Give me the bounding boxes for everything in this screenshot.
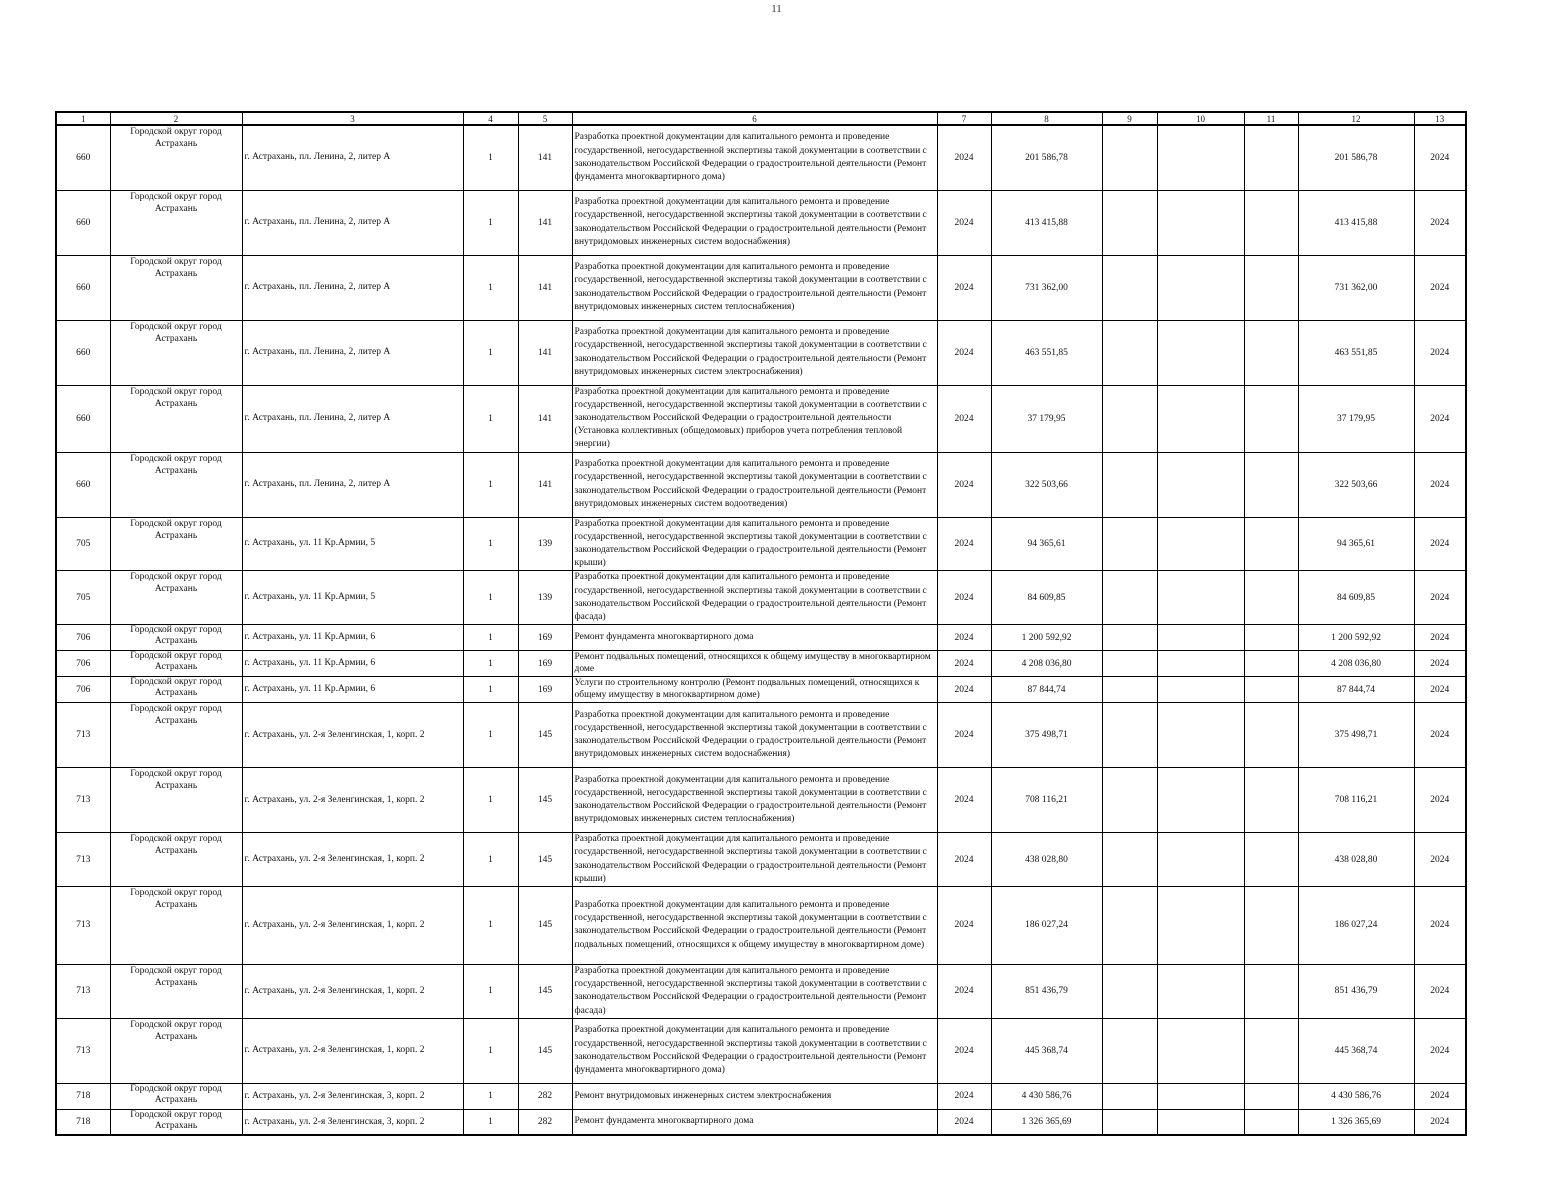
row-id: 713	[56, 703, 110, 768]
work-description-cell: Разработка проектной документации для капитального ремонта и проведение государственной, негосударственной экспертизы такой документации в соответствии с законодательством Российской Федерации о градостроительной деятельности (Ремонт фасада)	[572, 964, 937, 1018]
column-9-cell	[1102, 452, 1157, 517]
column-10-cell	[1157, 768, 1244, 833]
table-row	[56, 571, 1466, 625]
column-4-cell: 1	[463, 125, 518, 190]
column-header: 6	[572, 112, 937, 125]
total-cell: 84 609,85	[1298, 571, 1414, 625]
column-header: 8	[991, 112, 1102, 125]
column-9-cell	[1102, 651, 1157, 677]
completion-year-cell: 2024	[1414, 571, 1466, 625]
year-cell: 2024	[937, 833, 991, 887]
work-description-cell: Разработка проектной документации для капитального ремонта и проведение государственной, негосударственной экспертизы такой документации в соответствии с законодательством Российской Федерации о градостроительной деятельности (Ремонт фундамента многоквартирного дома)	[572, 125, 937, 190]
amount-cell: 1 200 592,92	[991, 625, 1102, 651]
total-cell: 94 365,61	[1298, 517, 1414, 571]
column-10-cell	[1157, 833, 1244, 887]
column-4-cell: 1	[463, 651, 518, 677]
table-row	[56, 964, 1466, 1018]
total-cell: 375 498,71	[1298, 703, 1414, 768]
row-id: 713	[56, 768, 110, 833]
column-header: 2	[110, 112, 242, 125]
column-11-cell	[1244, 768, 1298, 833]
column-10-cell	[1157, 320, 1244, 385]
row-id: 713	[56, 833, 110, 887]
column-11-cell	[1244, 677, 1298, 703]
work-description-cell: Ремонт подвальных помещений, относящихся к общему имуществу в многоквартирном доме	[572, 651, 937, 677]
column-header: 11	[1244, 112, 1298, 125]
year-cell: 2024	[937, 964, 991, 1018]
column-9-cell	[1102, 255, 1157, 320]
work-description-cell: Разработка проектной документации для капитального ремонта и проведение государственной, негосударственной экспертизы такой документации в соответствии с законодательством Российской Федерации о градостроительной деятельности (Ремонт внутридомовых инженерных систем водоснабжения)	[572, 703, 937, 768]
address-cell: г. Астрахань, ул. 2-я Зеленгинская, 1, корп. 2	[242, 964, 463, 1018]
amount-cell: 708 116,21	[991, 768, 1102, 833]
year-cell: 2024	[937, 385, 991, 452]
year-cell: 2024	[937, 452, 991, 517]
registry-table	[55, 111, 1467, 1136]
total-cell: 438 028,80	[1298, 833, 1414, 887]
amount-cell: 201 586,78	[991, 125, 1102, 190]
column-4-cell: 1	[463, 1018, 518, 1083]
total-cell: 37 179,95	[1298, 385, 1414, 452]
table-row	[56, 625, 1466, 651]
column-4-cell: 1	[463, 517, 518, 571]
column-10-cell	[1157, 1109, 1244, 1135]
amount-cell: 851 436,79	[991, 964, 1102, 1018]
address-cell: г. Астрахань, ул. 2-я Зеленгинская, 1, корп. 2	[242, 703, 463, 768]
column-5-cell: 141	[518, 255, 572, 320]
column-header: 7	[937, 112, 991, 125]
total-cell: 731 362,00	[1298, 255, 1414, 320]
column-9-cell	[1102, 703, 1157, 768]
municipality-cell: Городской округ город Астрахань	[110, 571, 242, 625]
column-4-cell: 1	[463, 385, 518, 452]
column-11-cell	[1244, 125, 1298, 190]
amount-cell: 438 028,80	[991, 833, 1102, 887]
total-cell: 87 844,74	[1298, 677, 1414, 703]
column-9-cell	[1102, 1018, 1157, 1083]
column-5-cell: 145	[518, 703, 572, 768]
address-cell: г. Астрахань, ул. 11 Кр.Армии, 5	[242, 517, 463, 571]
column-5-cell: 145	[518, 833, 572, 887]
column-5-cell: 141	[518, 452, 572, 517]
column-9-cell	[1102, 677, 1157, 703]
column-11-cell	[1244, 452, 1298, 517]
year-cell: 2024	[937, 886, 991, 964]
column-10-cell	[1157, 1083, 1244, 1109]
row-id: 706	[56, 677, 110, 703]
address-cell: г. Астрахань, ул. 2-я Зеленгинская, 1, корп. 2	[242, 886, 463, 964]
amount-cell: 445 368,74	[991, 1018, 1102, 1083]
completion-year-cell: 2024	[1414, 1109, 1466, 1135]
year-cell: 2024	[937, 1083, 991, 1109]
address-cell: г. Астрахань, пл. Ленина, 2, литер А	[242, 190, 463, 255]
column-9-cell	[1102, 625, 1157, 651]
completion-year-cell: 2024	[1414, 190, 1466, 255]
work-description-cell: Разработка проектной документации для капитального ремонта и проведение государственной, негосударственной экспертизы такой документации в соответствии с законодательством Российской Федерации о градостроительной деятельности (Ремонт крыши)	[572, 833, 937, 887]
column-10-cell	[1157, 517, 1244, 571]
column-10-cell	[1157, 677, 1244, 703]
row-id: 706	[56, 651, 110, 677]
year-cell: 2024	[937, 677, 991, 703]
column-11-cell	[1244, 1083, 1298, 1109]
column-9-cell	[1102, 886, 1157, 964]
column-10-cell	[1157, 385, 1244, 452]
work-description-cell: Разработка проектной документации для капитального ремонта и проведение государственной, негосударственной экспертизы такой документации в соответствии с законодательством Российской Федерации о градостроительной деятельности (Ремонт внутридомовых инженерных систем водоснабжения)	[572, 190, 937, 255]
column-5-cell: 169	[518, 677, 572, 703]
column-4-cell: 1	[463, 677, 518, 703]
row-id: 706	[56, 625, 110, 651]
year-cell: 2024	[937, 1109, 991, 1135]
address-cell: г. Астрахань, пл. Ленина, 2, литер А	[242, 125, 463, 190]
work-description-cell: Разработка проектной документации для капитального ремонта и проведение государственной, негосударственной экспертизы такой документации в соответствии с законодательством Российской Федерации о градостроительной деятельности (Ремонт подвальных помещений, относящихся к общему имуществу в многоквартирном доме)	[572, 886, 937, 964]
municipality-cell: Городской округ город Астрахань	[110, 190, 242, 255]
table-row	[56, 651, 1466, 677]
column-10-cell	[1157, 571, 1244, 625]
column-11-cell	[1244, 1109, 1298, 1135]
work-description-cell: Услуги по строительному контролю (Ремонт подвальных помещений, относящихся к общему имуществу в многоквартирном доме)	[572, 677, 937, 703]
column-header: 1	[56, 112, 110, 125]
column-11-cell	[1244, 320, 1298, 385]
column-9-cell	[1102, 571, 1157, 625]
completion-year-cell: 2024	[1414, 452, 1466, 517]
column-10-cell	[1157, 452, 1244, 517]
amount-cell: 84 609,85	[991, 571, 1102, 625]
column-9-cell	[1102, 1109, 1157, 1135]
column-9-cell	[1102, 517, 1157, 571]
column-5-cell: 141	[518, 385, 572, 452]
amount-cell: 731 362,00	[991, 255, 1102, 320]
amount-cell: 375 498,71	[991, 703, 1102, 768]
address-cell: г. Астрахань, ул. 2-я Зеленгинская, 1, корп. 2	[242, 1018, 463, 1083]
amount-cell: 87 844,74	[991, 677, 1102, 703]
row-id: 660	[56, 255, 110, 320]
column-11-cell	[1244, 1018, 1298, 1083]
address-cell: г. Астрахань, ул. 2-я Зеленгинская, 1, корп. 2	[242, 833, 463, 887]
table-row	[56, 385, 1466, 452]
column-5-cell: 141	[518, 125, 572, 190]
address-cell: г. Астрахань, ул. 2-я Зеленгинская, 3, корп. 2	[242, 1109, 463, 1135]
total-cell: 413 415,88	[1298, 190, 1414, 255]
completion-year-cell: 2024	[1414, 385, 1466, 452]
municipality-cell: Городской округ город Астрахань	[110, 703, 242, 768]
column-header: 3	[242, 112, 463, 125]
column-9-cell	[1102, 190, 1157, 255]
year-cell: 2024	[937, 190, 991, 255]
column-4-cell: 1	[463, 886, 518, 964]
table-row	[56, 886, 1466, 964]
work-description-cell: Разработка проектной документации для капитального ремонта и проведение государственной, негосударственной экспертизы такой документации в соответствии с законодательством Российской Федерации о градостроительной деятельности (Ремонт внутридомовых инженерных систем водоотведения)	[572, 452, 937, 517]
column-10-cell	[1157, 190, 1244, 255]
column-4-cell: 1	[463, 320, 518, 385]
total-cell: 322 503,66	[1298, 452, 1414, 517]
completion-year-cell: 2024	[1414, 517, 1466, 571]
completion-year-cell: 2024	[1414, 125, 1466, 190]
total-cell: 851 436,79	[1298, 964, 1414, 1018]
completion-year-cell: 2024	[1414, 677, 1466, 703]
year-cell: 2024	[937, 768, 991, 833]
column-header: 12	[1298, 112, 1414, 125]
page-number: 11	[771, 3, 782, 15]
column-4-cell: 1	[463, 1109, 518, 1135]
column-4-cell: 1	[463, 964, 518, 1018]
completion-year-cell: 2024	[1414, 625, 1466, 651]
table-row	[56, 1109, 1466, 1135]
column-4-cell: 1	[463, 452, 518, 517]
completion-year-cell: 2024	[1414, 651, 1466, 677]
amount-cell: 463 551,85	[991, 320, 1102, 385]
column-9-cell	[1102, 964, 1157, 1018]
amount-cell: 322 503,66	[991, 452, 1102, 517]
work-description-cell: Разработка проектной документации для капитального ремонта и проведение государственной, негосударственной экспертизы такой документации в соответствии с законодательством Российской Федерации о градостроительной деятельности (Установка коллективных (общедомовых) приборов учета потребления тепловой энергии)	[572, 385, 937, 452]
table-row	[56, 255, 1466, 320]
total-cell: 708 116,21	[1298, 768, 1414, 833]
column-10-cell	[1157, 651, 1244, 677]
table-row	[56, 703, 1466, 768]
table-row	[56, 125, 1466, 190]
column-header: 4	[463, 112, 518, 125]
total-cell: 463 551,85	[1298, 320, 1414, 385]
address-cell: г. Астрахань, ул. 11 Кр.Армии, 6	[242, 625, 463, 651]
address-cell: г. Астрахань, ул. 2-я Зеленгинская, 1, корп. 2	[242, 768, 463, 833]
work-description-cell: Разработка проектной документации для капитального ремонта и проведение государственной, негосударственной экспертизы такой документации в соответствии с законодательством Российской Федерации о градостроительной деятельности (Ремонт внутридомовых инженерных систем теплоснабжения)	[572, 255, 937, 320]
column-4-cell: 1	[463, 768, 518, 833]
column-11-cell	[1244, 886, 1298, 964]
column-11-cell	[1244, 651, 1298, 677]
work-description-cell: Разработка проектной документации для капитального ремонта и проведение государственной, негосударственной экспертизы такой документации в соответствии с законодательством Российской Федерации о градостроительной деятельности (Ремонт внутридомовых инженерных систем теплоснабжения)	[572, 768, 937, 833]
amount-cell: 37 179,95	[991, 385, 1102, 452]
municipality-cell: Городской округ город Астрахань	[110, 964, 242, 1018]
row-id: 660	[56, 452, 110, 517]
column-11-cell	[1244, 703, 1298, 768]
column-11-cell	[1244, 833, 1298, 887]
column-5-cell: 282	[518, 1083, 572, 1109]
work-description-cell: Ремонт фундамента многоквартирного дома	[572, 625, 937, 651]
amount-cell: 94 365,61	[991, 517, 1102, 571]
column-11-cell	[1244, 625, 1298, 651]
column-10-cell	[1157, 1018, 1244, 1083]
table-row	[56, 1018, 1466, 1083]
column-4-cell: 1	[463, 833, 518, 887]
municipality-cell: Городской округ город Астрахань	[110, 651, 242, 677]
work-description-cell: Разработка проектной документации для капитального ремонта и проведение государственной, негосударственной экспертизы такой документации в соответствии с законодательством Российской Федерации о градостроительной деятельности (Ремонт фасада)	[572, 571, 937, 625]
completion-year-cell: 2024	[1414, 886, 1466, 964]
table-row	[56, 768, 1466, 833]
column-5-cell: 145	[518, 1018, 572, 1083]
column-5-cell: 169	[518, 651, 572, 677]
column-5-cell: 145	[518, 768, 572, 833]
address-cell: г. Астрахань, пл. Ленина, 2, литер А	[242, 320, 463, 385]
municipality-cell: Городской округ город Астрахань	[110, 1083, 242, 1109]
row-id: 660	[56, 125, 110, 190]
column-10-cell	[1157, 886, 1244, 964]
address-cell: г. Астрахань, ул. 11 Кр.Армии, 6	[242, 677, 463, 703]
table-row	[56, 517, 1466, 571]
column-10-cell	[1157, 703, 1244, 768]
column-11-cell	[1244, 255, 1298, 320]
column-header: 9	[1102, 112, 1157, 125]
address-cell: г. Астрахань, пл. Ленина, 2, литер А	[242, 385, 463, 452]
column-10-cell	[1157, 125, 1244, 190]
municipality-cell: Городской округ город Астрахань	[110, 1018, 242, 1083]
table-row	[56, 190, 1466, 255]
column-9-cell	[1102, 385, 1157, 452]
column-9-cell	[1102, 768, 1157, 833]
amount-cell: 4 208 036,80	[991, 651, 1102, 677]
completion-year-cell: 2024	[1414, 255, 1466, 320]
completion-year-cell: 2024	[1414, 1018, 1466, 1083]
row-id: 718	[56, 1109, 110, 1135]
column-4-cell: 1	[463, 1083, 518, 1109]
column-4-cell: 1	[463, 571, 518, 625]
year-cell: 2024	[937, 125, 991, 190]
year-cell: 2024	[937, 1018, 991, 1083]
work-description-cell: Разработка проектной документации для капитального ремонта и проведение государственной, негосударственной экспертизы такой документации в соответствии с законодательством Российской Федерации о градостроительной деятельности (Ремонт крыши)	[572, 517, 937, 571]
column-4-cell: 1	[463, 190, 518, 255]
column-10-cell	[1157, 625, 1244, 651]
table-row	[56, 677, 1466, 703]
address-cell: г. Астрахань, ул. 11 Кр.Армии, 5	[242, 571, 463, 625]
column-header: 10	[1157, 112, 1244, 125]
column-9-cell	[1102, 125, 1157, 190]
column-5-cell: 145	[518, 964, 572, 1018]
column-header: 5	[518, 112, 572, 125]
work-description-cell: Ремонт фундамента многоквартирного дома	[572, 1109, 937, 1135]
municipality-cell: Городской округ город Астрахань	[110, 625, 242, 651]
completion-year-cell: 2024	[1414, 320, 1466, 385]
column-5-cell: 145	[518, 886, 572, 964]
municipality-cell: Городской округ город Астрахань	[110, 833, 242, 887]
year-cell: 2024	[937, 517, 991, 571]
column-header: 13	[1414, 112, 1466, 125]
column-4-cell: 1	[463, 255, 518, 320]
column-9-cell	[1102, 320, 1157, 385]
year-cell: 2024	[937, 320, 991, 385]
row-id: 705	[56, 571, 110, 625]
column-10-cell	[1157, 964, 1244, 1018]
year-cell: 2024	[937, 651, 991, 677]
row-id: 713	[56, 964, 110, 1018]
column-5-cell: 141	[518, 320, 572, 385]
column-11-cell	[1244, 385, 1298, 452]
row-id: 660	[56, 320, 110, 385]
row-id: 660	[56, 385, 110, 452]
municipality-cell: Городской округ город Астрахань	[110, 517, 242, 571]
completion-year-cell: 2024	[1414, 964, 1466, 1018]
table-row	[56, 833, 1466, 887]
work-description-cell: Разработка проектной документации для капитального ремонта и проведение государственной, негосударственной экспертизы такой документации в соответствии с законодательством Российской Федерации о градостроительной деятельности (Ремонт фундамента многоквартирного дома)	[572, 1018, 937, 1083]
column-4-cell: 1	[463, 625, 518, 651]
column-4-cell: 1	[463, 703, 518, 768]
total-cell: 4 430 586,76	[1298, 1083, 1414, 1109]
municipality-cell: Городской округ город Астрахань	[110, 320, 242, 385]
column-11-cell	[1244, 571, 1298, 625]
row-id: 713	[56, 1018, 110, 1083]
work-description-cell: Ремонт внутридомовых инженерных систем электроснабжения	[572, 1083, 937, 1109]
total-cell: 4 208 036,80	[1298, 651, 1414, 677]
municipality-cell: Городской округ город Астрахань	[110, 1109, 242, 1135]
column-9-cell	[1102, 1083, 1157, 1109]
total-cell: 186 027,24	[1298, 886, 1414, 964]
address-cell: г. Астрахань, пл. Ленина, 2, литер А	[242, 255, 463, 320]
column-11-cell	[1244, 517, 1298, 571]
amount-cell: 4 430 586,76	[991, 1083, 1102, 1109]
municipality-cell: Городской округ город Астрахань	[110, 452, 242, 517]
municipality-cell: Городской округ город Астрахань	[110, 385, 242, 452]
amount-cell: 186 027,24	[991, 886, 1102, 964]
registry-body	[56, 125, 1466, 1135]
total-cell: 445 368,74	[1298, 1018, 1414, 1083]
municipality-cell: Городской округ город Астрахань	[110, 886, 242, 964]
row-id: 718	[56, 1083, 110, 1109]
year-cell: 2024	[937, 703, 991, 768]
address-cell: г. Астрахань, ул. 2-я Зеленгинская, 3, корп. 2	[242, 1083, 463, 1109]
column-10-cell	[1157, 255, 1244, 320]
municipality-cell: Городской округ город Астрахань	[110, 768, 242, 833]
amount-cell: 1 326 365,69	[991, 1109, 1102, 1135]
column-11-cell	[1244, 190, 1298, 255]
column-9-cell	[1102, 833, 1157, 887]
address-cell: г. Астрахань, пл. Ленина, 2, литер А	[242, 452, 463, 517]
column-5-cell: 139	[518, 571, 572, 625]
column-5-cell: 141	[518, 190, 572, 255]
column-5-cell: 169	[518, 625, 572, 651]
year-cell: 2024	[937, 255, 991, 320]
table-row	[56, 1083, 1466, 1109]
total-cell: 1 200 592,92	[1298, 625, 1414, 651]
amount-cell: 413 415,88	[991, 190, 1102, 255]
table-row	[56, 320, 1466, 385]
row-id: 713	[56, 886, 110, 964]
municipality-cell: Городской округ город Астрахань	[110, 677, 242, 703]
municipality-cell: Городской округ город Астрахань	[110, 255, 242, 320]
completion-year-cell: 2024	[1414, 833, 1466, 887]
table-row	[56, 452, 1466, 517]
row-id: 660	[56, 190, 110, 255]
year-cell: 2024	[937, 571, 991, 625]
header-row	[56, 112, 1466, 125]
completion-year-cell: 2024	[1414, 1083, 1466, 1109]
column-11-cell	[1244, 964, 1298, 1018]
address-cell: г. Астрахань, ул. 11 Кр.Армии, 6	[242, 651, 463, 677]
column-5-cell: 139	[518, 517, 572, 571]
total-cell: 201 586,78	[1298, 125, 1414, 190]
completion-year-cell: 2024	[1414, 768, 1466, 833]
municipality-cell: Городской округ город Астрахань	[110, 125, 242, 190]
column-5-cell: 282	[518, 1109, 572, 1135]
work-description-cell: Разработка проектной документации для капитального ремонта и проведение государственной, негосударственной экспертизы такой документации в соответствии с законодательством Российской Федерации о градостроительной деятельности (Ремонт внутридомовых инженерных систем электроснабжения)	[572, 320, 937, 385]
total-cell: 1 326 365,69	[1298, 1109, 1414, 1135]
row-id: 705	[56, 517, 110, 571]
completion-year-cell: 2024	[1414, 703, 1466, 768]
year-cell: 2024	[937, 625, 991, 651]
